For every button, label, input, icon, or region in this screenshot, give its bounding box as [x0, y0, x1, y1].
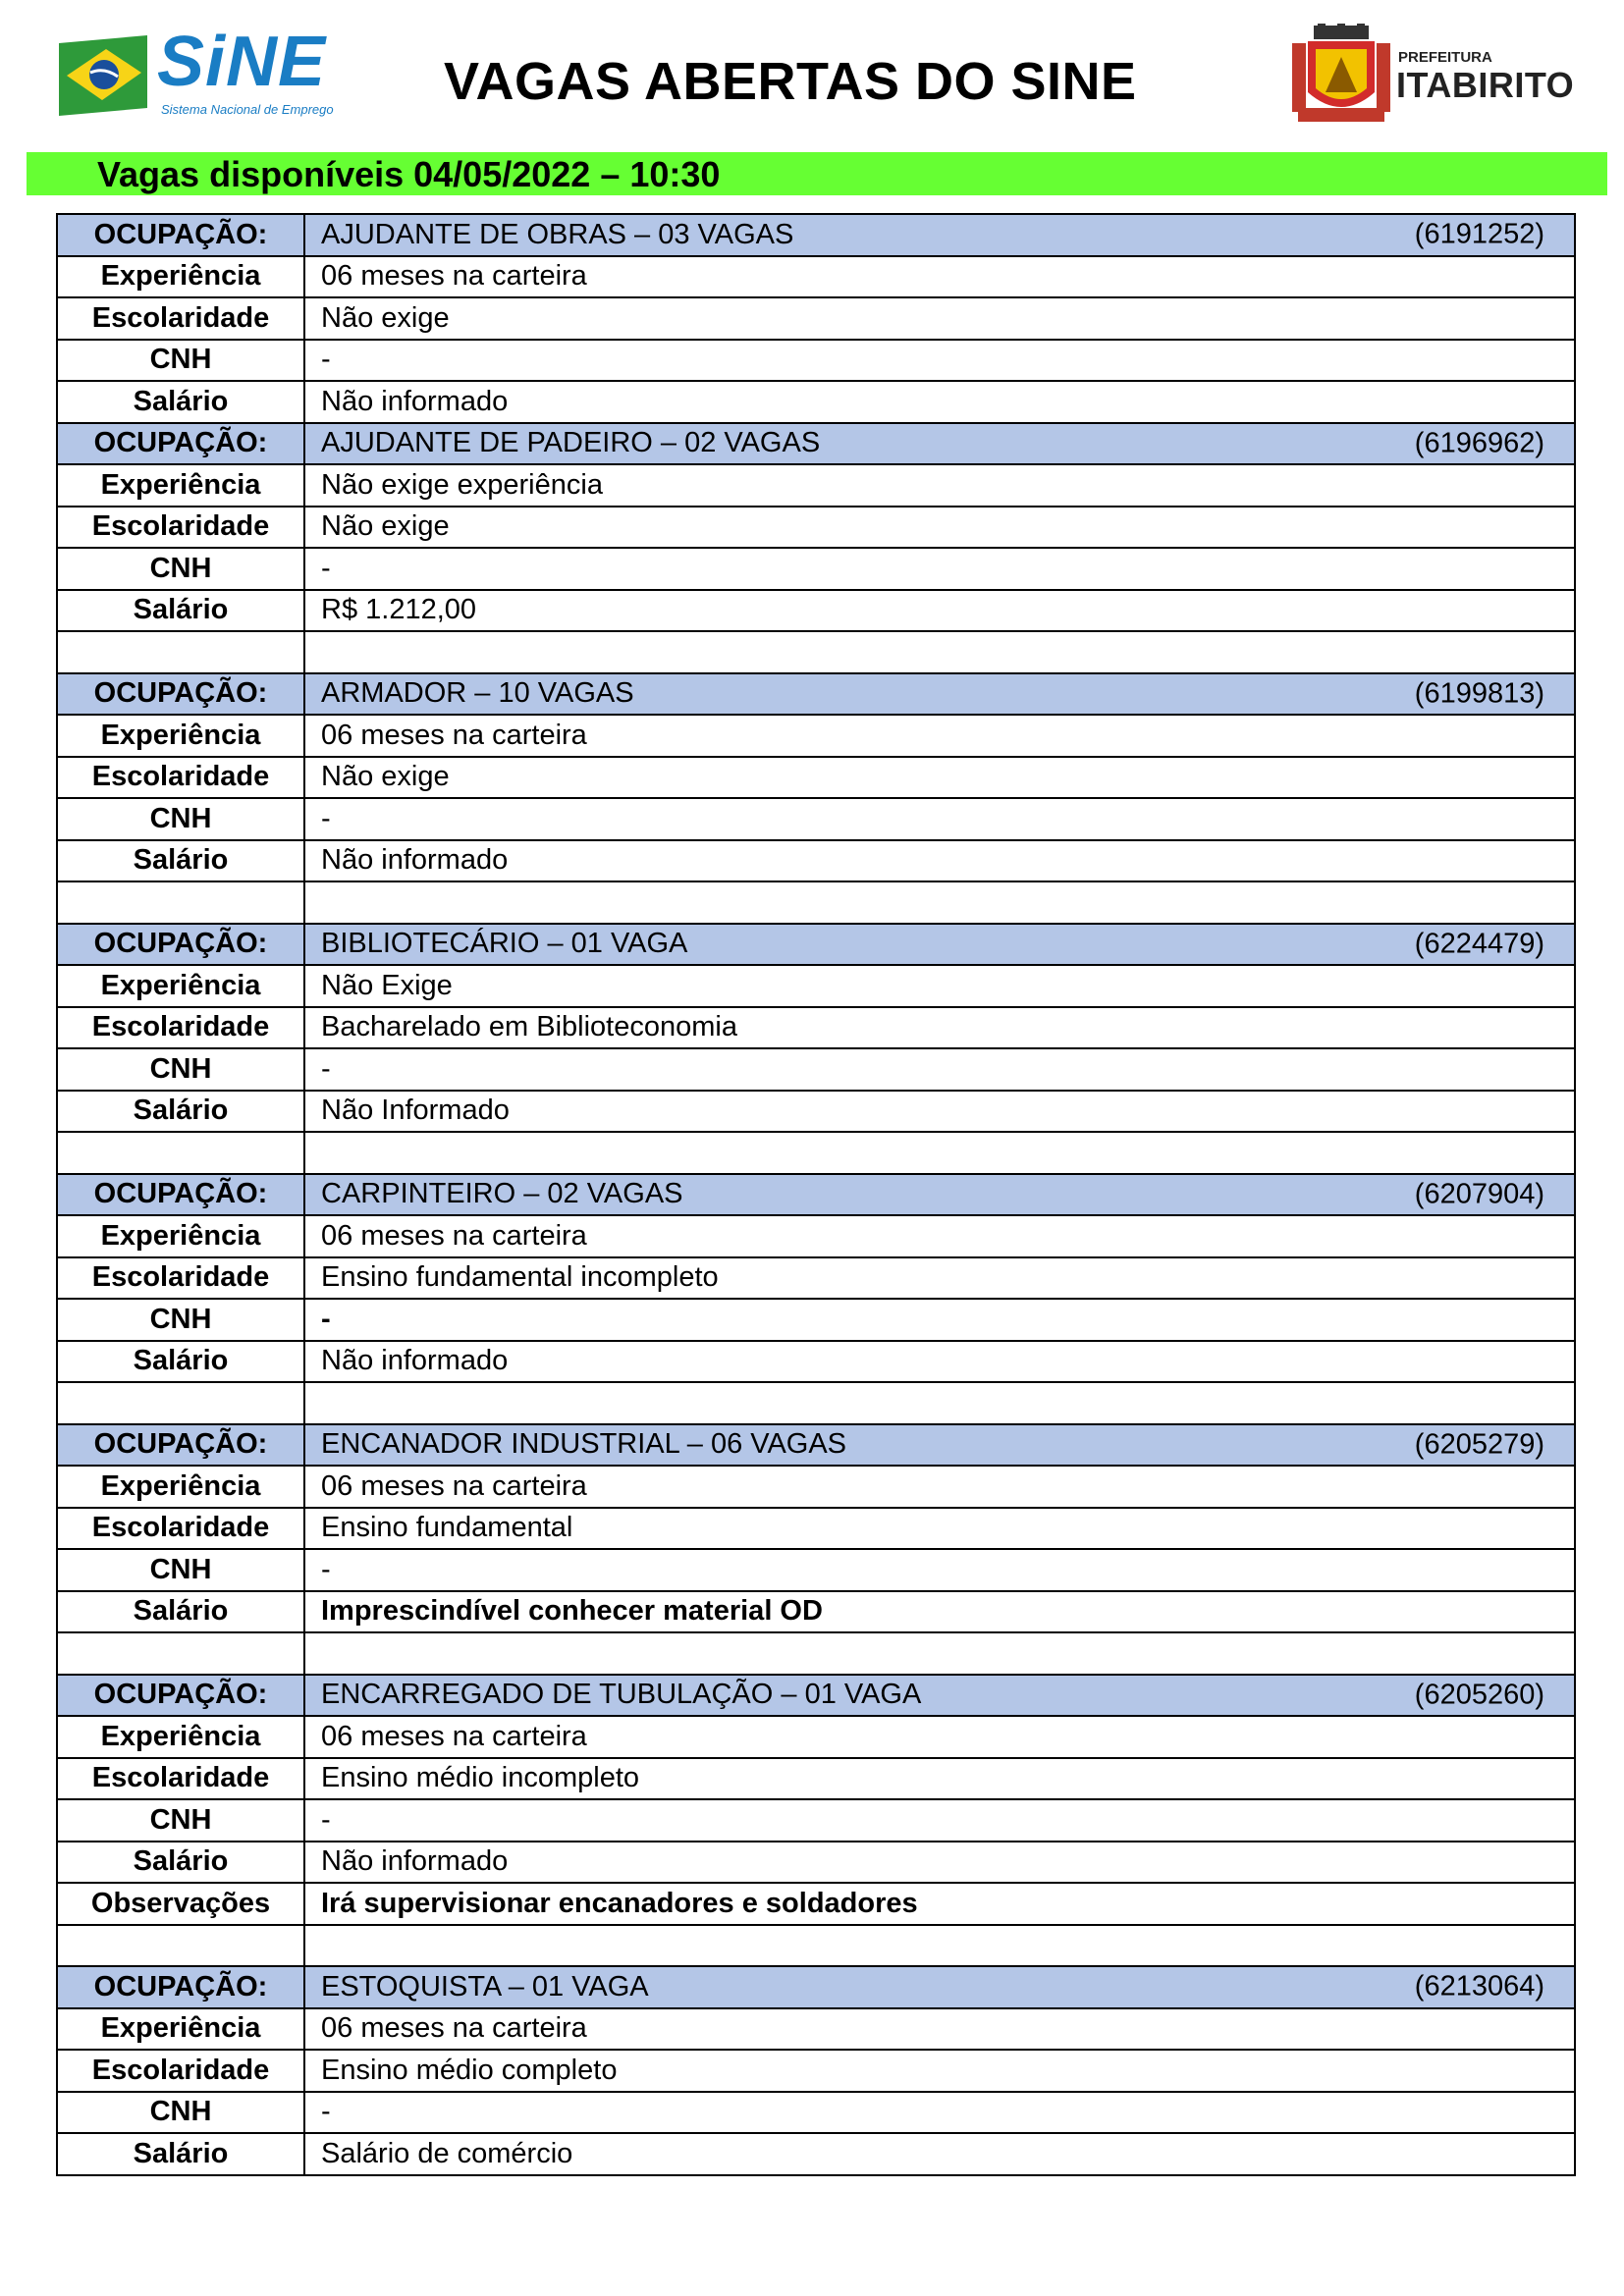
field-row — [57, 1215, 1575, 1257]
field-row — [57, 1007, 1575, 1049]
field-value: Ensino médio incompleto — [304, 1758, 1575, 1800]
field-label: Experiência — [57, 464, 304, 507]
occupation-row — [57, 1675, 1575, 1717]
field-value: Não Informado — [304, 1091, 1575, 1133]
field-row — [57, 2133, 1575, 2175]
field-row — [57, 1508, 1575, 1550]
occupation-label: OCUPAÇÃO: — [57, 1424, 304, 1467]
field-row — [57, 1591, 1575, 1633]
field-label: Escolaridade — [57, 297, 304, 340]
field-label: CNH — [57, 1048, 304, 1091]
field-value: Ensino fundamental — [304, 1508, 1575, 1550]
job-code: (6207904) — [1414, 1178, 1544, 1210]
field-label: Escolaridade — [57, 507, 304, 549]
job-code: (6199813) — [1414, 677, 1544, 710]
job-code: (6224479) — [1414, 928, 1544, 960]
page-title: VAGAS ABERTAS DO SINE — [444, 52, 1137, 111]
field-row — [57, 965, 1575, 1007]
field-row — [57, 1842, 1575, 1884]
field-label: Salário — [57, 590, 304, 632]
field-row — [57, 1883, 1575, 1925]
occupation-cell — [304, 924, 1575, 966]
occupation-row — [57, 924, 1575, 966]
field-label: Experiência — [57, 965, 304, 1007]
field-label: CNH — [57, 798, 304, 840]
occupation-label: OCUPAÇÃO: — [57, 924, 304, 966]
occupation-cell — [304, 1424, 1575, 1467]
prefeitura-logo — [1292, 24, 1575, 126]
field-label: Experiência — [57, 1215, 304, 1257]
field-value: 06 meses na carteira — [304, 1215, 1575, 1257]
occupation-title: BIBLIOTECÁRIO – 01 VAGA — [321, 928, 688, 960]
spacer-row — [57, 1382, 1575, 1424]
field-row — [57, 1257, 1575, 1300]
field-label: Escolaridade — [57, 757, 304, 799]
sine-logo-text: SiNE — [157, 23, 327, 101]
field-row — [57, 590, 1575, 632]
field-row — [57, 1048, 1575, 1091]
field-value: 06 meses na carteira — [304, 2008, 1575, 2051]
field-row — [57, 2092, 1575, 2134]
occupation-title: AJUDANTE DE PADEIRO – 02 VAGAS — [321, 427, 821, 459]
field-value: - — [304, 1299, 1575, 1341]
occupation-row — [57, 1424, 1575, 1467]
occupation-cell — [304, 1966, 1575, 2008]
field-row — [57, 2008, 1575, 2051]
field-row — [57, 464, 1575, 507]
occupation-title: AJUDANTE DE OBRAS – 03 VAGAS — [321, 218, 794, 250]
field-label: Experiência — [57, 1716, 304, 1758]
field-value: Irá supervisionar encanadores e soldadores — [304, 1883, 1575, 1925]
field-row — [57, 256, 1575, 298]
occupation-title: ENCARREGADO DE TUBULAÇÃO – 01 VAGA — [321, 1679, 922, 1711]
field-row — [57, 840, 1575, 882]
field-value: Ensino médio completo — [304, 2050, 1575, 2092]
field-value: 06 meses na carteira — [304, 256, 1575, 298]
occupation-cell — [304, 423, 1575, 465]
field-label: CNH — [57, 1799, 304, 1842]
occupation-cell — [304, 1174, 1575, 1216]
field-row — [57, 297, 1575, 340]
occupation-label: OCUPAÇÃO: — [57, 1966, 304, 2008]
field-row — [57, 1466, 1575, 1508]
field-row — [57, 798, 1575, 840]
field-value: Não exige — [304, 507, 1575, 549]
field-row — [57, 340, 1575, 382]
field-label: Salário — [57, 1842, 304, 1884]
field-row — [57, 1299, 1575, 1341]
occupation-row — [57, 673, 1575, 716]
field-row — [57, 1799, 1575, 1842]
occupation-row — [57, 214, 1575, 256]
field-value: Não informado — [304, 1842, 1575, 1884]
field-value: Bacharelado em Biblioteconomia — [304, 1007, 1575, 1049]
occupation-title: CARPINTEIRO – 02 VAGAS — [321, 1178, 683, 1210]
field-value: Não exige experiência — [304, 464, 1575, 507]
field-label: Experiência — [57, 715, 304, 757]
occupation-title: ESTOQUISTA – 01 VAGA — [321, 1970, 649, 2002]
field-label: Salário — [57, 1591, 304, 1633]
field-label: Experiência — [57, 2008, 304, 2051]
field-row — [57, 1341, 1575, 1383]
field-label: CNH — [57, 1299, 304, 1341]
field-row — [57, 381, 1575, 423]
field-value: - — [304, 548, 1575, 590]
field-value: Salário de comércio — [304, 2133, 1575, 2175]
field-value: Ensino fundamental incompleto — [304, 1257, 1575, 1300]
field-label: Experiência — [57, 1466, 304, 1508]
field-value: 06 meses na carteira — [304, 1466, 1575, 1508]
spacer-row — [57, 881, 1575, 924]
occupation-title: ENCANADOR INDUSTRIAL – 06 VAGAS — [321, 1428, 847, 1461]
occupation-label: OCUPAÇÃO: — [57, 1174, 304, 1216]
field-label: Escolaridade — [57, 1508, 304, 1550]
spacer-row — [57, 1925, 1575, 1967]
job-code: (6196962) — [1414, 427, 1544, 459]
field-value: Não informado — [304, 381, 1575, 423]
field-row — [57, 1716, 1575, 1758]
field-value: Não Exige — [304, 965, 1575, 1007]
field-label: Salário — [57, 1341, 304, 1383]
spacer-row — [57, 631, 1575, 673]
field-value: Não informado — [304, 1341, 1575, 1383]
sine-logo — [59, 23, 344, 126]
field-value: Imprescindível conhecer material OD — [304, 1591, 1575, 1633]
field-row — [57, 548, 1575, 590]
sine-logo-subtitle: Sistema Nacional de Emprego — [161, 102, 334, 117]
field-row — [57, 2050, 1575, 2092]
field-value: - — [304, 2092, 1575, 2134]
field-label: Salário — [57, 2133, 304, 2175]
field-value: R$ 1.212,00 — [304, 590, 1575, 632]
field-label: Salário — [57, 381, 304, 423]
city-crest-icon — [1292, 24, 1390, 126]
field-label: CNH — [57, 2092, 304, 2134]
field-label: Escolaridade — [57, 1758, 304, 1800]
field-value: - — [304, 1048, 1575, 1091]
prefeitura-big-text: ITABIRITO — [1396, 65, 1575, 105]
field-label: Experiência — [57, 256, 304, 298]
field-label: Salário — [57, 840, 304, 882]
field-row — [57, 757, 1575, 799]
job-code: (6205279) — [1414, 1428, 1544, 1461]
job-code: (6213064) — [1414, 1970, 1544, 2002]
field-label: CNH — [57, 548, 304, 590]
field-row — [57, 507, 1575, 549]
field-label: Salário — [57, 1091, 304, 1133]
field-label: Escolaridade — [57, 1257, 304, 1300]
field-row — [57, 1549, 1575, 1591]
job-code: (6205260) — [1414, 1679, 1544, 1711]
field-label: Escolaridade — [57, 1007, 304, 1049]
occupation-row — [57, 1966, 1575, 2008]
field-value: - — [304, 798, 1575, 840]
occupation-label: OCUPAÇÃO: — [57, 214, 304, 256]
field-label: CNH — [57, 1549, 304, 1591]
field-value: Não exige — [304, 297, 1575, 340]
occupation-row — [57, 1174, 1575, 1216]
field-value: Não informado — [304, 840, 1575, 882]
field-value: - — [304, 1549, 1575, 1591]
spacer-row — [57, 1632, 1575, 1675]
occupation-cell — [304, 214, 1575, 256]
jobs-table — [56, 213, 1576, 2176]
occupation-title: ARMADOR – 10 VAGAS — [321, 677, 634, 710]
field-value: - — [304, 1799, 1575, 1842]
brazil-flag-icon — [59, 35, 147, 116]
field-value: Não exige — [304, 757, 1575, 799]
field-row — [57, 1091, 1575, 1133]
field-value: 06 meses na carteira — [304, 1716, 1575, 1758]
occupation-cell — [304, 673, 1575, 716]
field-label: Escolaridade — [57, 2050, 304, 2092]
prefeitura-small-text: PREFEITURA — [1398, 49, 1492, 66]
field-row — [57, 1758, 1575, 1800]
field-label: Observações — [57, 1883, 304, 1925]
occupation-label: OCUPAÇÃO: — [57, 673, 304, 716]
occupation-row — [57, 423, 1575, 465]
spacer-row — [57, 1132, 1575, 1174]
occupation-label: OCUPAÇÃO: — [57, 423, 304, 465]
availability-banner — [27, 152, 1607, 195]
occupation-label: OCUPAÇÃO: — [57, 1675, 304, 1717]
field-label: CNH — [57, 340, 304, 382]
field-row — [57, 715, 1575, 757]
availability-banner-text: Vagas disponíveis 04/05/2022 – 10:30 — [97, 154, 721, 194]
job-code: (6191252) — [1414, 218, 1544, 250]
field-value: - — [304, 340, 1575, 382]
occupation-cell — [304, 1675, 1575, 1717]
page-header — [0, 0, 1624, 147]
field-value: 06 meses na carteira — [304, 715, 1575, 757]
